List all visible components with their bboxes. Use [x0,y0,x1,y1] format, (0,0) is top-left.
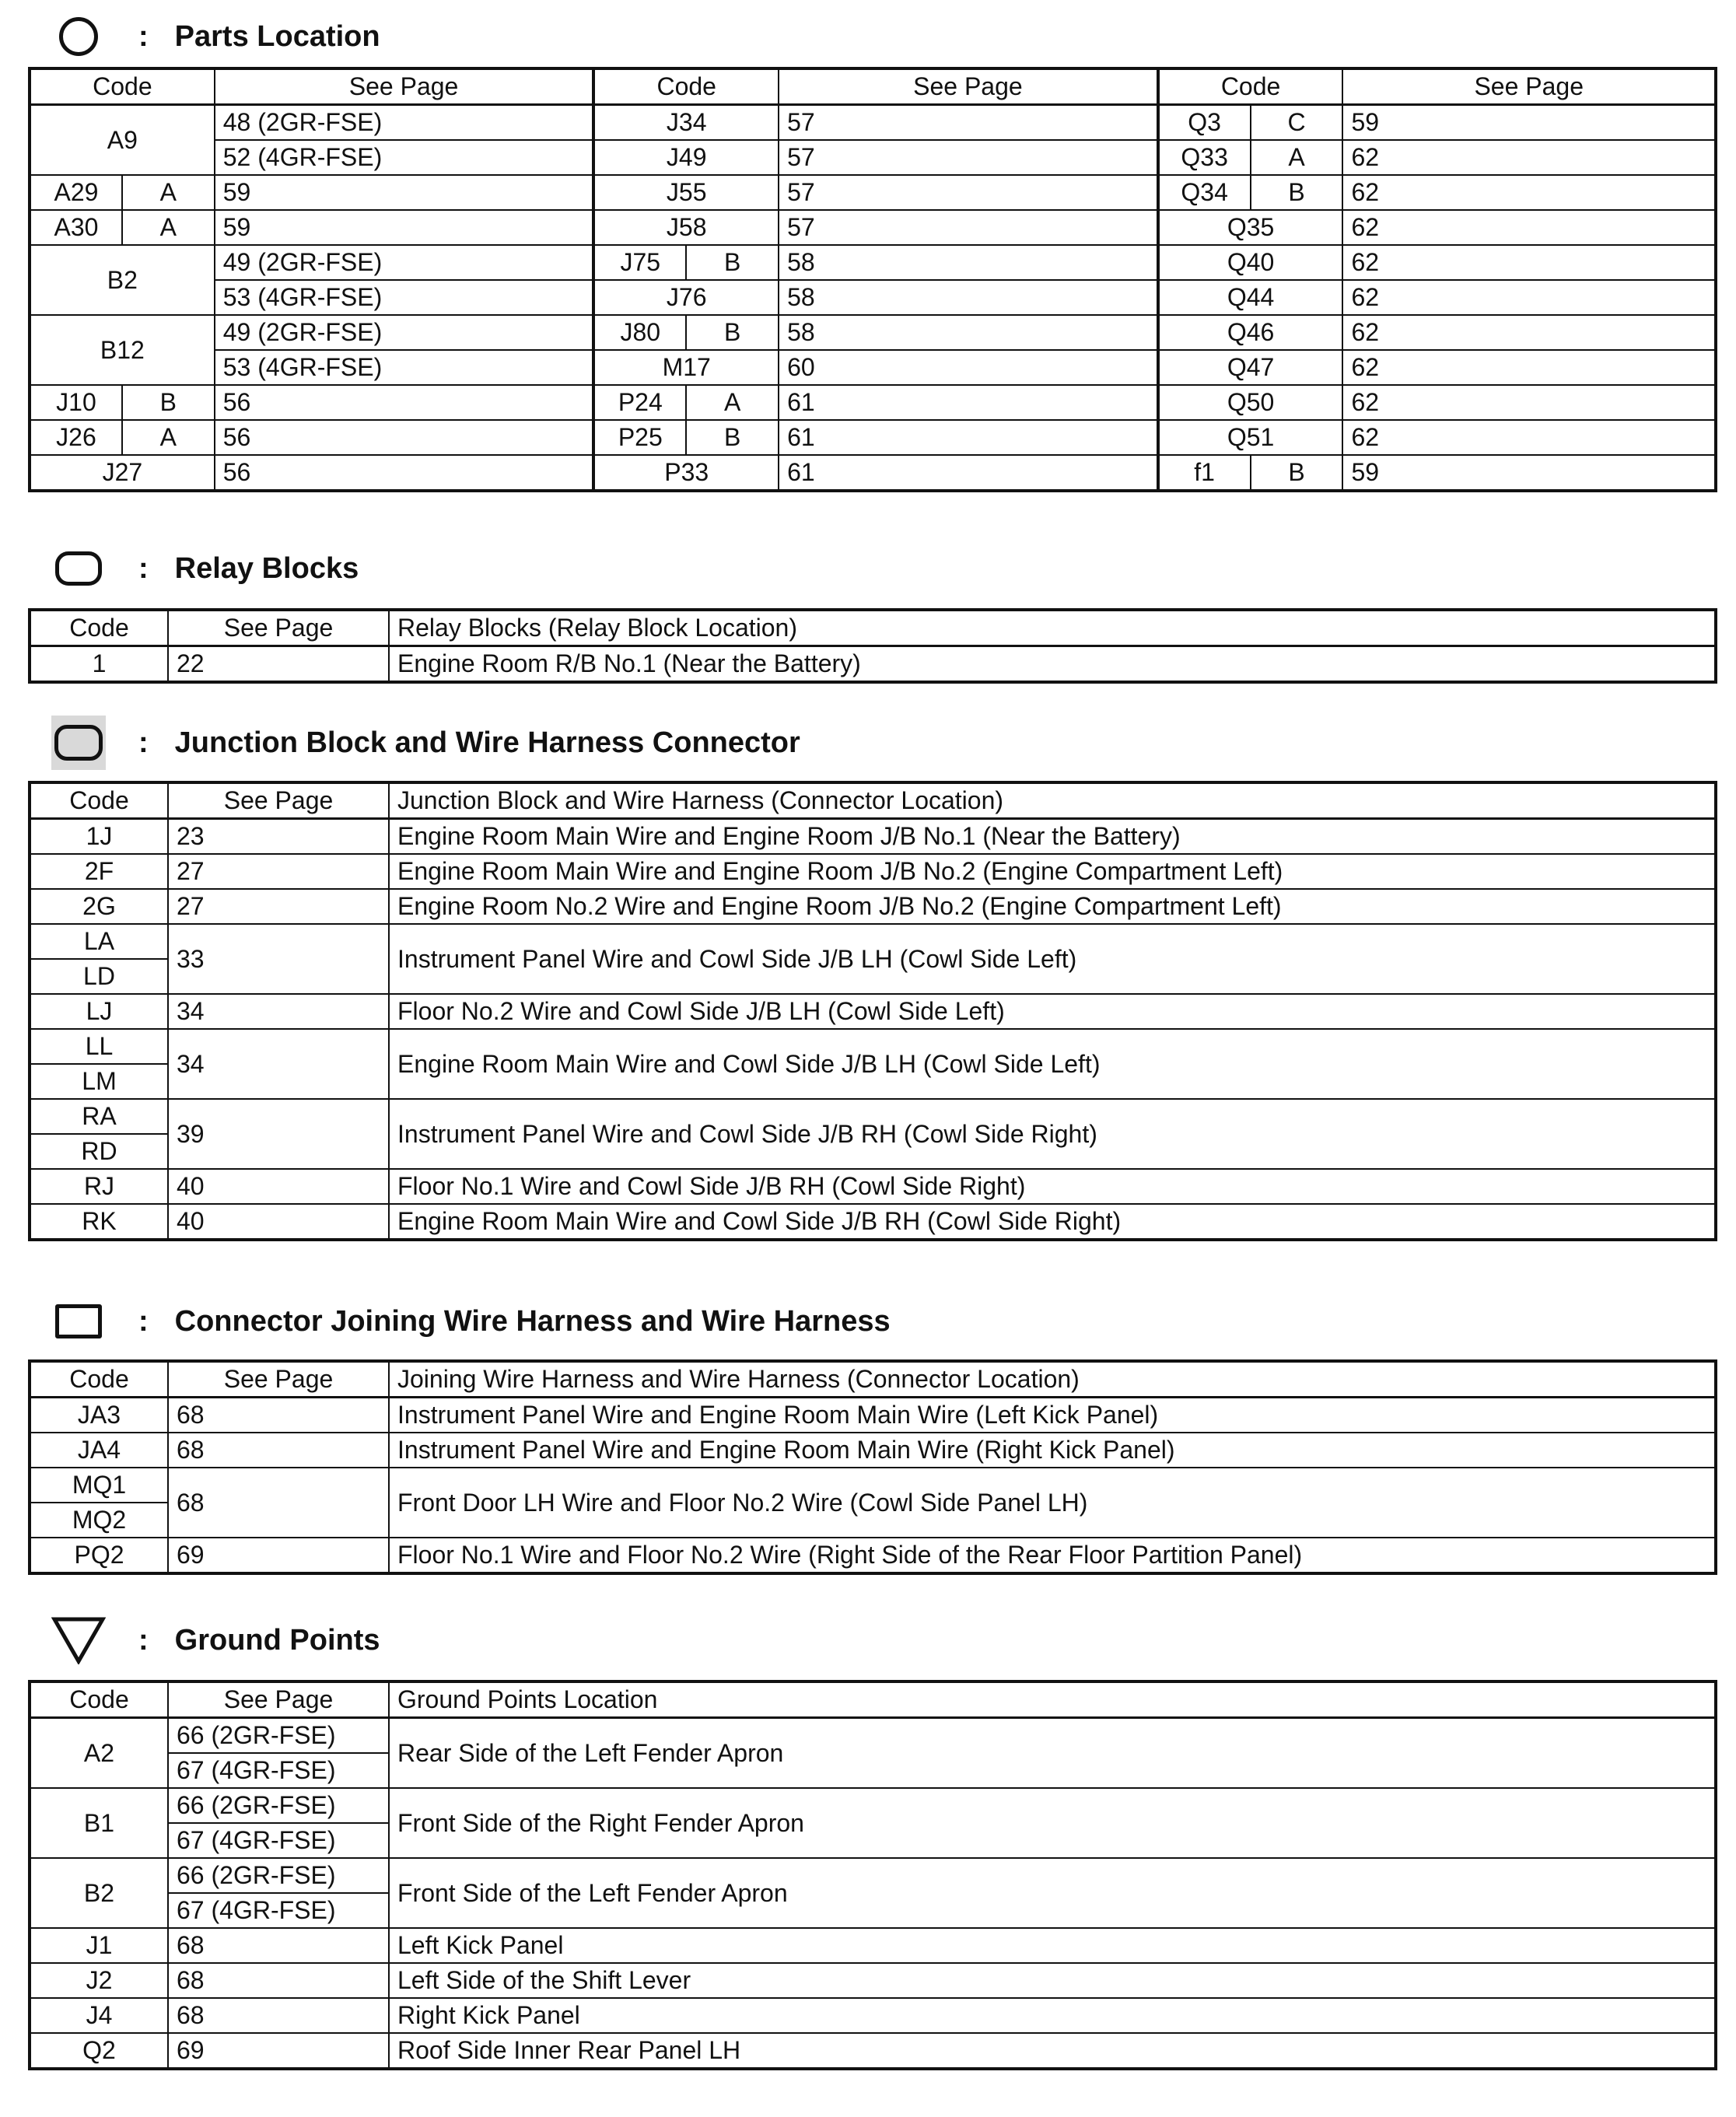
row-code: RD [30,1134,168,1169]
part-page: 61 [779,385,1158,420]
part-connector-letter: B [1251,175,1343,210]
row-location: Engine Room Main Wire and Cowl Side J/B RH (Cowl Side Right) [389,1204,1716,1240]
part-page: 59 [215,175,594,210]
ground-points-heading [51,1613,380,1667]
row-code: 1J [30,819,168,855]
table-row [30,280,1716,315]
row-page: 66 (2GR-FSE) [168,1858,389,1893]
table-row [30,1963,1716,1998]
part-code: B12 [30,315,215,385]
part-connector-letter: A [122,175,215,210]
relay-blocks-table [28,608,1717,684]
section-title: Relay Blocks [174,551,359,585]
rectangle-icon [51,1294,106,1349]
part-code: J58 [593,210,779,245]
row-page: 68 [168,1998,389,2033]
part-page: 56 [215,420,594,455]
part-page: 57 [779,105,1158,141]
part-connector-letter: A [122,210,215,245]
see-page-header: See Page [779,68,1158,105]
section-title: Parts Location [174,19,380,53]
parts-location-table [28,67,1717,492]
part-page: 48 (2GR-FSE) [215,105,594,141]
table-row [30,646,1716,683]
part-page: 62 [1342,420,1716,455]
table-row [30,1788,1716,1823]
row-location: Floor No.2 Wire and Cowl Side J/B LH (Cowl Side Left) [389,994,1716,1029]
row-location: Right Kick Panel [389,1998,1716,2033]
part-code: J76 [593,280,779,315]
row-location: Floor No.1 Wire and Cowl Side J/B RH (Cowl Side Right) [389,1169,1716,1204]
part-page: 58 [779,315,1158,350]
table-row [30,819,1716,855]
table-row [30,1433,1716,1468]
table-row [30,1169,1716,1204]
part-code: A9 [30,105,215,176]
row-code: JA4 [30,1433,168,1468]
table-row [30,140,1716,175]
row-code: 2F [30,854,168,889]
part-page: 49 (2GR-FSE) [215,315,594,350]
table-header-row [30,782,1716,819]
part-page: 61 [779,420,1158,455]
part-code: J55 [593,175,779,210]
row-location: Floor No.1 Wire and Floor No.2 Wire (Right Side of the Rear Floor Partition Panel) [389,1538,1716,1573]
relay-blocks-heading [51,541,359,596]
part-connector-letter: B [686,315,779,350]
row-code: B1 [30,1788,168,1858]
row-location: Instrument Panel Wire and Engine Room Main Wire (Left Kick Panel) [389,1398,1716,1433]
table-row [30,854,1716,889]
row-code: RK [30,1204,168,1240]
section-title: Ground Points [174,1623,380,1657]
triangle-icon [51,1613,106,1667]
row-code: 2G [30,889,168,924]
row-code: LL [30,1029,168,1064]
part-code: M17 [593,350,779,385]
table-header-row [30,610,1716,646]
part-page: 58 [779,280,1158,315]
table-header-row [30,1361,1716,1398]
part-page: 62 [1342,315,1716,350]
table-header-row [30,1681,1716,1718]
row-location: Engine Room Main Wire and Engine Room J/B No.2 (Engine Compartment Left) [389,854,1716,889]
part-page: 59 [215,210,594,245]
row-location: Instrument Panel Wire and Cowl Side J/B RH (Cowl Side Right) [389,1099,1716,1169]
row-page: 27 [168,889,389,924]
row-page: 68 [168,1468,389,1538]
table-row [30,889,1716,924]
row-page: 23 [168,819,389,855]
table-row [30,1538,1716,1573]
connector-joining-heading [51,1294,891,1349]
code-header: Code [593,68,779,105]
heading-colon: : [138,19,149,53]
location-header: Relay Blocks (Relay Block Location) [389,610,1716,646]
row-page: 67 (4GR-FSE) [168,1753,389,1788]
part-code: J75 [593,245,686,280]
location-header: Joining Wire Harness and Wire Harness (Connector Location) [389,1361,1716,1398]
table-row [30,245,1716,280]
see-page-header: See Page [215,68,594,105]
table-row [30,1998,1716,2033]
rounded-rect-icon [51,541,106,596]
part-page: 59 [1342,455,1716,491]
part-code: J10 [30,385,122,420]
part-page: 53 (4GR-FSE) [215,350,594,385]
part-code: Q33 [1158,140,1251,175]
row-location: Instrument Panel Wire and Cowl Side J/B LH (Cowl Side Left) [389,924,1716,994]
row-page: 66 (2GR-FSE) [168,1788,389,1823]
table-header-row [30,68,1716,105]
row-page: 34 [168,994,389,1029]
part-page: 60 [779,350,1158,385]
heading-colon: : [138,1304,149,1338]
code-header: Code [30,1361,168,1398]
row-location: Roof Side Inner Rear Panel LH [389,2033,1716,2069]
circle-icon [51,9,106,64]
row-code: A2 [30,1718,168,1789]
table-row [30,2033,1716,2069]
shaded-rounded-rect-icon [51,716,106,770]
row-page: 40 [168,1204,389,1240]
location-header: Junction Block and Wire Harness (Connector Location) [389,782,1716,819]
row-code: RJ [30,1169,168,1204]
row-page: 68 [168,1928,389,1963]
table-row [30,994,1716,1029]
part-code: Q50 [1158,385,1343,420]
row-page: 39 [168,1099,389,1169]
part-code: A30 [30,210,122,245]
junction-block-heading [51,716,800,770]
row-page: 27 [168,854,389,889]
parts-location-heading [51,9,380,64]
table-row [30,1029,1716,1064]
row-code: LJ [30,994,168,1029]
part-connector-letter: A [1251,140,1343,175]
see-page-header: See Page [168,610,389,646]
code-header: Code [30,610,168,646]
heading-colon: : [138,726,149,759]
part-code: B2 [30,245,215,315]
part-page: 57 [779,140,1158,175]
row-location: Front Side of the Left Fender Apron [389,1858,1716,1928]
table-row [30,210,1716,245]
code-header: Code [1158,68,1343,105]
row-location: Left Kick Panel [389,1928,1716,1963]
code-header: Code [30,1681,168,1718]
row-page: 69 [168,2033,389,2069]
part-code: Q47 [1158,350,1343,385]
part-page: 49 (2GR-FSE) [215,245,594,280]
row-code: MQ1 [30,1468,168,1503]
part-code: P24 [593,385,686,420]
part-code: Q34 [1158,175,1251,210]
row-code: J2 [30,1963,168,1998]
row-page: 66 (2GR-FSE) [168,1718,389,1754]
row-page: 68 [168,1963,389,1998]
part-code: P33 [593,455,779,491]
part-connector-letter: B [122,385,215,420]
row-location: Instrument Panel Wire and Engine Room Main Wire (Right Kick Panel) [389,1433,1716,1468]
row-page: 40 [168,1169,389,1204]
see-page-header: See Page [168,1361,389,1398]
part-code: J26 [30,420,122,455]
code-header: Code [30,68,215,105]
part-code: J49 [593,140,779,175]
row-page: 34 [168,1029,389,1099]
row-page: 22 [168,646,389,683]
see-page-header: See Page [168,1681,389,1718]
row-page: 69 [168,1538,389,1573]
row-location: Front Door LH Wire and Floor No.2 Wire (Cowl Side Panel LH) [389,1468,1716,1538]
location-header: Ground Points Location [389,1681,1716,1718]
row-code: JA3 [30,1398,168,1433]
part-code: J80 [593,315,686,350]
row-location: Rear Side of the Left Fender Apron [389,1718,1716,1789]
row-code: J1 [30,1928,168,1963]
table-row [30,1718,1716,1754]
table-row [30,315,1716,350]
row-code: RA [30,1099,168,1134]
row-code: Q2 [30,2033,168,2069]
part-page: 56 [215,455,594,491]
part-connector-letter: A [122,420,215,455]
table-row [30,455,1716,491]
part-page: 53 (4GR-FSE) [215,280,594,315]
part-code: Q35 [1158,210,1343,245]
part-page: 59 [1342,105,1716,141]
part-page: 62 [1342,210,1716,245]
part-page: 57 [779,175,1158,210]
row-code: LM [30,1064,168,1099]
row-location: Left Side of the Shift Lever [389,1963,1716,1998]
table-row [30,350,1716,385]
part-code: f1 [1158,455,1251,491]
table-row [30,1099,1716,1134]
row-page: 68 [168,1398,389,1433]
part-page: 57 [779,210,1158,245]
part-connector-letter: B [1251,455,1343,491]
row-location: Front Side of the Right Fender Apron [389,1788,1716,1858]
section-title: Junction Block and Wire Harness Connector [174,726,800,759]
row-code: LD [30,959,168,994]
row-location: Engine Room No.2 Wire and Engine Room J/B No.2 (Engine Compartment Left) [389,889,1716,924]
row-code: MQ2 [30,1503,168,1538]
row-code: B2 [30,1858,168,1928]
table-row [30,1398,1716,1433]
part-connector-letter: B [686,420,779,455]
ground-points-table [28,1680,1717,2070]
see-page-header: See Page [1342,68,1716,105]
heading-colon: : [138,1623,149,1657]
part-page: 62 [1342,140,1716,175]
section-title: Connector Joining Wire Harness and Wire Harness [174,1304,891,1338]
row-page: 68 [168,1433,389,1468]
part-code: J27 [30,455,215,491]
see-page-header: See Page [168,782,389,819]
table-row [30,1858,1716,1893]
part-page: 62 [1342,280,1716,315]
table-row [30,175,1716,210]
table-row [30,924,1716,959]
part-page: 62 [1342,175,1716,210]
row-code: J4 [30,1998,168,2033]
part-connector-letter: C [1251,105,1343,141]
row-location: Engine Room R/B No.1 (Near the Battery) [389,646,1716,683]
part-page: 62 [1342,385,1716,420]
part-page: 58 [779,245,1158,280]
part-connector-letter: A [686,385,779,420]
row-code: PQ2 [30,1538,168,1573]
part-code: J34 [593,105,779,141]
connector-joining-table [28,1359,1717,1575]
table-row [30,1468,1716,1503]
table-row [30,1204,1716,1240]
part-code: Q3 [1158,105,1251,141]
row-location: Engine Room Main Wire and Cowl Side J/B LH (Cowl Side Left) [389,1029,1716,1099]
row-location: Engine Room Main Wire and Engine Room J/B No.1 (Near the Battery) [389,819,1716,855]
table-row [30,1928,1716,1963]
table-row [30,105,1716,141]
row-code: LA [30,924,168,959]
part-page: 52 (4GR-FSE) [215,140,594,175]
part-page: 56 [215,385,594,420]
row-page: 67 (4GR-FSE) [168,1823,389,1858]
row-code: 1 [30,646,168,683]
part-code: P25 [593,420,686,455]
part-code: A29 [30,175,122,210]
row-page: 67 (4GR-FSE) [168,1893,389,1928]
table-row [30,420,1716,455]
code-header: Code [30,782,168,819]
part-code: Q40 [1158,245,1343,280]
heading-colon: : [138,551,149,585]
part-page: 62 [1342,350,1716,385]
part-code: Q46 [1158,315,1343,350]
junction-block-table [28,781,1717,1241]
row-page: 33 [168,924,389,994]
table-row [30,385,1716,420]
part-code: Q51 [1158,420,1343,455]
part-page: 61 [779,455,1158,491]
part-code: Q44 [1158,280,1343,315]
part-connector-letter: B [686,245,779,280]
part-page: 62 [1342,245,1716,280]
